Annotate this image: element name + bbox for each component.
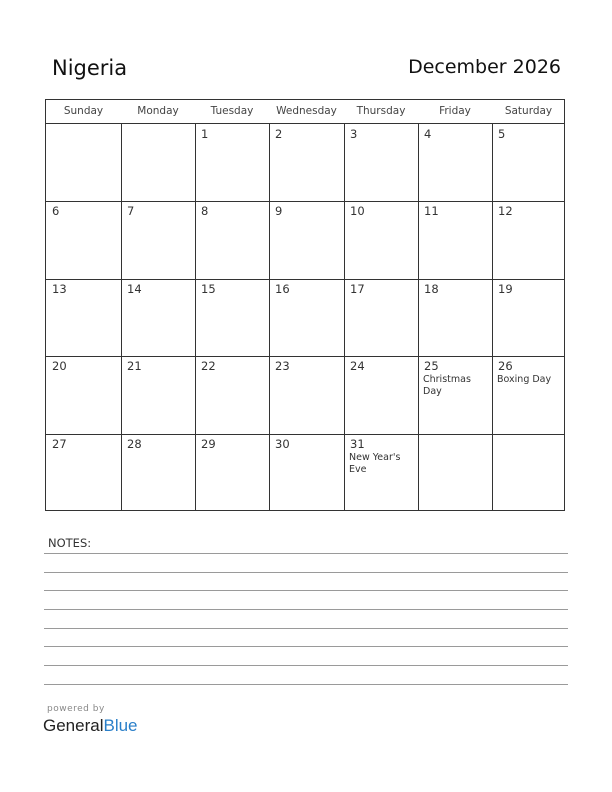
day-cell[interactable] [418, 124, 492, 201]
day-number: 17 [350, 282, 365, 296]
day-cell[interactable] [269, 201, 344, 279]
weekday-monday: Monday [137, 105, 179, 117]
day-number: 1 [201, 127, 209, 141]
day-number: 15 [201, 282, 216, 296]
day-number: 22 [201, 359, 216, 373]
day-cell[interactable] [344, 124, 418, 201]
brand-general: General [43, 716, 104, 735]
day-number: 3 [350, 127, 358, 141]
generalblue-logo[interactable] [43, 716, 138, 736]
day-cell[interactable] [46, 201, 121, 279]
day-cell[interactable] [418, 279, 492, 356]
notes-label: NOTES: [48, 536, 92, 550]
day-number: 25 [424, 359, 439, 373]
day-cell[interactable] [46, 434, 121, 511]
day-cell[interactable] [344, 201, 418, 279]
weekday-saturday: Saturday [504, 105, 553, 117]
day-cell[interactable] [195, 124, 269, 201]
day-cell[interactable] [121, 434, 195, 511]
day-cell[interactable] [344, 279, 418, 356]
day-cell[interactable] [121, 124, 195, 201]
day-cell[interactable] [121, 201, 195, 279]
day-number: 24 [350, 359, 365, 373]
day-number: 20 [52, 359, 67, 373]
day-number: 30 [275, 437, 290, 451]
day-number: 11 [424, 204, 439, 218]
day-number: 28 [127, 437, 142, 451]
note-line [44, 590, 568, 591]
weekday-tuesday: Tuesday [210, 105, 254, 117]
day-cell[interactable] [269, 356, 344, 434]
day-cell[interactable] [195, 356, 269, 434]
day-cell[interactable] [344, 356, 418, 434]
day-cell[interactable] [46, 356, 121, 434]
day-number: 10 [350, 204, 365, 218]
day-cell[interactable] [46, 124, 121, 201]
weekday-thursday: Thursday [356, 105, 406, 117]
note-line [44, 572, 568, 573]
calendar-grid [45, 99, 565, 511]
day-number: 16 [275, 282, 290, 296]
note-line [44, 609, 568, 610]
brand-blue: Blue [103, 716, 138, 735]
day-cell[interactable] [418, 356, 492, 434]
day-cell[interactable] [492, 124, 565, 201]
day-cell[interactable] [269, 279, 344, 356]
holiday-label: New Year's Eve [349, 452, 401, 475]
day-number: 18 [424, 282, 439, 296]
day-number: 13 [52, 282, 67, 296]
weekday-wednesday: Wednesday [276, 105, 337, 117]
day-number: 2 [275, 127, 283, 141]
day-number: 29 [201, 437, 216, 451]
day-number: 31 [350, 437, 365, 451]
holiday-label: Christmas Day [423, 374, 471, 397]
day-cell[interactable] [418, 434, 492, 511]
day-number: 9 [275, 204, 283, 218]
day-cell[interactable] [492, 279, 565, 356]
day-number: 21 [127, 359, 142, 373]
day-number: 5 [498, 127, 506, 141]
day-cell[interactable] [418, 201, 492, 279]
note-line [44, 646, 568, 647]
day-number: 27 [52, 437, 67, 451]
note-line [44, 553, 568, 554]
weekday-sunday: Sunday [63, 105, 104, 117]
note-line [44, 684, 568, 685]
day-number: 23 [275, 359, 290, 373]
note-line [44, 628, 568, 629]
day-cell[interactable] [46, 279, 121, 356]
day-cell[interactable] [121, 356, 195, 434]
weekday-friday: Friday [439, 105, 471, 117]
note-line [44, 665, 568, 666]
weekday-header-row [46, 100, 564, 124]
day-number: 12 [498, 204, 513, 218]
day-cell[interactable] [344, 434, 418, 511]
holiday-label: Boxing Day [497, 374, 552, 385]
day-number: 8 [201, 204, 209, 218]
day-number: 7 [127, 204, 135, 218]
day-cell[interactable] [492, 434, 565, 511]
day-number: 4 [424, 127, 432, 141]
day-cell[interactable] [492, 356, 565, 434]
day-number: 19 [498, 282, 513, 296]
day-cell[interactable] [195, 201, 269, 279]
powered-by-text: powered by [47, 704, 105, 714]
month-year-title: December 2026 [408, 56, 561, 78]
day-cell[interactable] [492, 201, 565, 279]
day-number: 26 [498, 359, 513, 373]
day-cell[interactable] [269, 124, 344, 201]
day-number: 6 [52, 204, 60, 218]
day-cell[interactable] [269, 434, 344, 511]
country-title: Nigeria [52, 56, 128, 80]
day-cell[interactable] [195, 434, 269, 511]
day-number: 14 [127, 282, 142, 296]
day-cell[interactable] [195, 279, 269, 356]
day-cell[interactable] [121, 279, 195, 356]
